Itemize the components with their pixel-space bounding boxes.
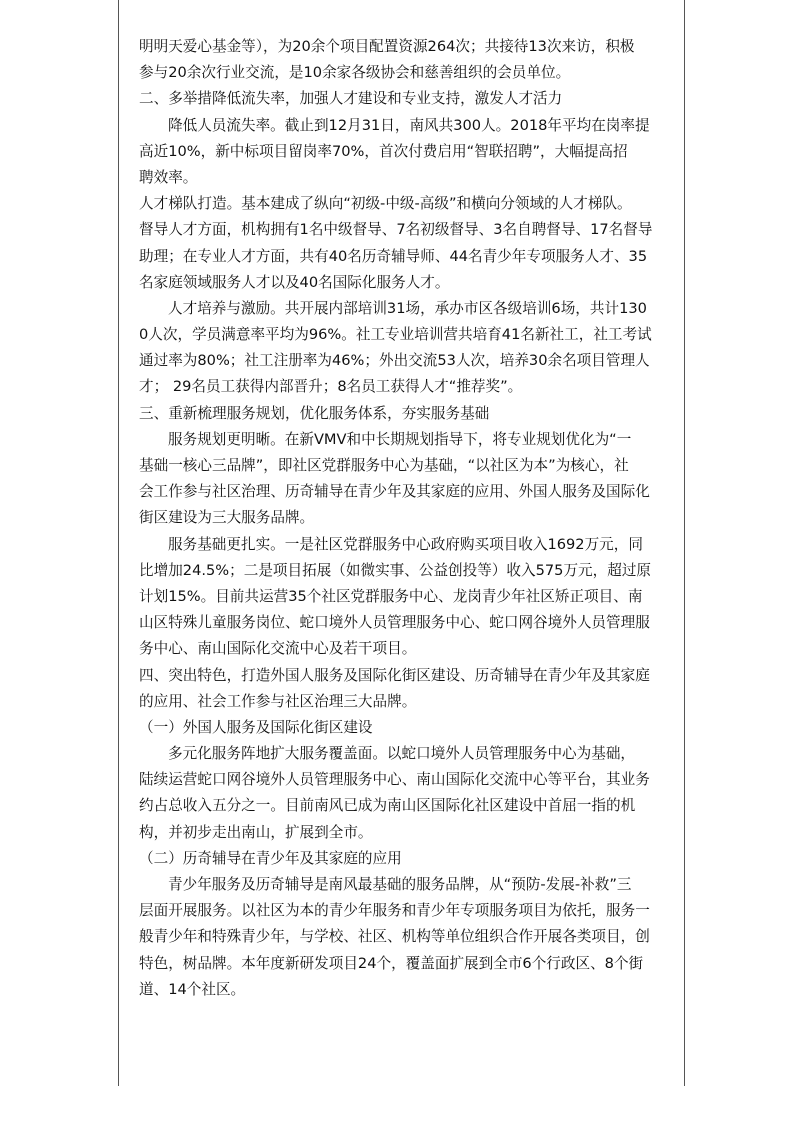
document-body [139, 34, 665, 1003]
text-line: 道、14个社区。 [139, 980, 246, 998]
text-line: 0人次，学员满意率平均为96%。社工专业培训营共培育41名新社工，社工考试 [139, 326, 652, 344]
text-line: 的应用、社会工作参与社区治理三大品牌。 [139, 692, 417, 710]
page-border-right [684, 0, 685, 1086]
text-line: 督导人才方面，机构拥有1名中级督导、7名初级督导、3名自聘督导、17名督导 [139, 221, 653, 239]
text-line: 才； 29名员工获得内部晋升；8名员工获得人才“推荐奖”。 [139, 378, 523, 396]
text-line: 特色，树品牌。本年度新研发项目24个，覆盖面扩展到全市6个行政区、8个街 [139, 954, 644, 972]
text-line: 计划15%。目前共运营35个社区党群服务中心、龙岗青少年社区矫正项目、南 [139, 587, 643, 605]
text-line: 人才梯队打造。基本建成了纵向“初级-中级-高级”和横向分领域的人才梯队。 [139, 195, 632, 213]
text-line: 山区特殊儿童服务岗位、蛇口境外人员管理服务中心、蛇口网谷境外人员管理服 [139, 614, 650, 632]
text-line: 明明天爱心基金等），为20余个项目配置资源264次；共接待13次来访，积极 [139, 38, 635, 55]
text-line: 二、多举措降低流失率，加强人才建设和专业支持，激发人才活力 [139, 90, 563, 108]
text-line: 名家庭领域服务人才以及40名国际化服务人才。 [139, 273, 450, 291]
text-line: 基础一核心三品牌”，即社区党群服务中心为基础，“以社区为本”为核心，社 [139, 457, 629, 474]
text-line: 般青少年和特殊青少年，与学校、社区、机构等单位组织合作开展各类项目，创 [139, 928, 650, 946]
text-line: 参与20余次行业交流，是10余家各级协会和慈善组织的会员单位。 [139, 64, 571, 82]
text-line: 青少年服务及历奇辅导是南风最基础的服务品牌，从“预防-发展-补救”三 [168, 876, 632, 893]
text-line: 服务基础更扎实。一是社区党群服务中心政府购买项目收入1692万元，同 [168, 535, 643, 553]
text-line: 四、突出特色，打造外国人服务及国际化街区建设、历奇辅导在青少年及其家庭 [139, 666, 650, 684]
text-line: 层面开展服务。以社区为本的青少年服务和青少年专项服务项目为依托，服务一 [139, 902, 650, 920]
text-line: 务中心、南山国际化交流中心及若干项目。 [139, 640, 417, 658]
text-line: （二）历奇辅导在青少年及其家庭的应用 [139, 849, 402, 867]
text-line: 陆续运营蛇口网谷境外人员管理服务中心、南山国际化交流中心等平台，其业务 [139, 771, 650, 789]
text-line: 助理；在专业人才方面，共有40名历奇辅导师、44名青少年专项服务人才、35 [139, 247, 648, 265]
text-line: （一）外国人服务及国际化街区建设 [139, 718, 373, 736]
text-line: 三、重新梳理服务规划，优化服务体系，夯实服务基础 [139, 404, 490, 422]
text-line: 街区建设为三大服务品牌。 [139, 509, 315, 527]
text-line: 会工作参与社区治理、历奇辅导在青少年及其家庭的应用、外国人服务及国际化 [139, 483, 650, 501]
text-line: 降低人员流失率。截止到12月31日，南风共300人。2018年平均在岗率提 [168, 116, 650, 134]
text-line: 通过率为80%；社工注册率为46%；外出交流53人次，培养30余名项目管理人 [139, 352, 650, 370]
text-line: 服务规划更明晰。在新VMV和中长期规划指导下，将专业规划优化为“一 [168, 430, 632, 448]
page-border-left [118, 0, 119, 1086]
text-line: 聘效率。 [139, 168, 198, 186]
text-line: 构，并初步走出南山，扩展到全市。 [139, 823, 373, 841]
text-line: 高近10%，新中标项目留岗率70%，首次付费启用“智联招聘”，大幅提高招 [139, 142, 628, 160]
text-line: 人才培养与激励。共开展内部培训31场，承办市区各级培训6场，共计130 [168, 299, 647, 317]
text-line: 多元化服务阵地扩大服务覆盖面。以蛇口境外人员管理服务中心为基础， [168, 745, 636, 763]
text-line: 比增加24.5%；二是项目拓展（如微实事、公益创投等）收入575万元，超过原 [139, 561, 652, 579]
text-line: 约占总收入五分之一。目前南风已成为南山区国际化社区建设中首屈一指的机 [139, 797, 636, 815]
